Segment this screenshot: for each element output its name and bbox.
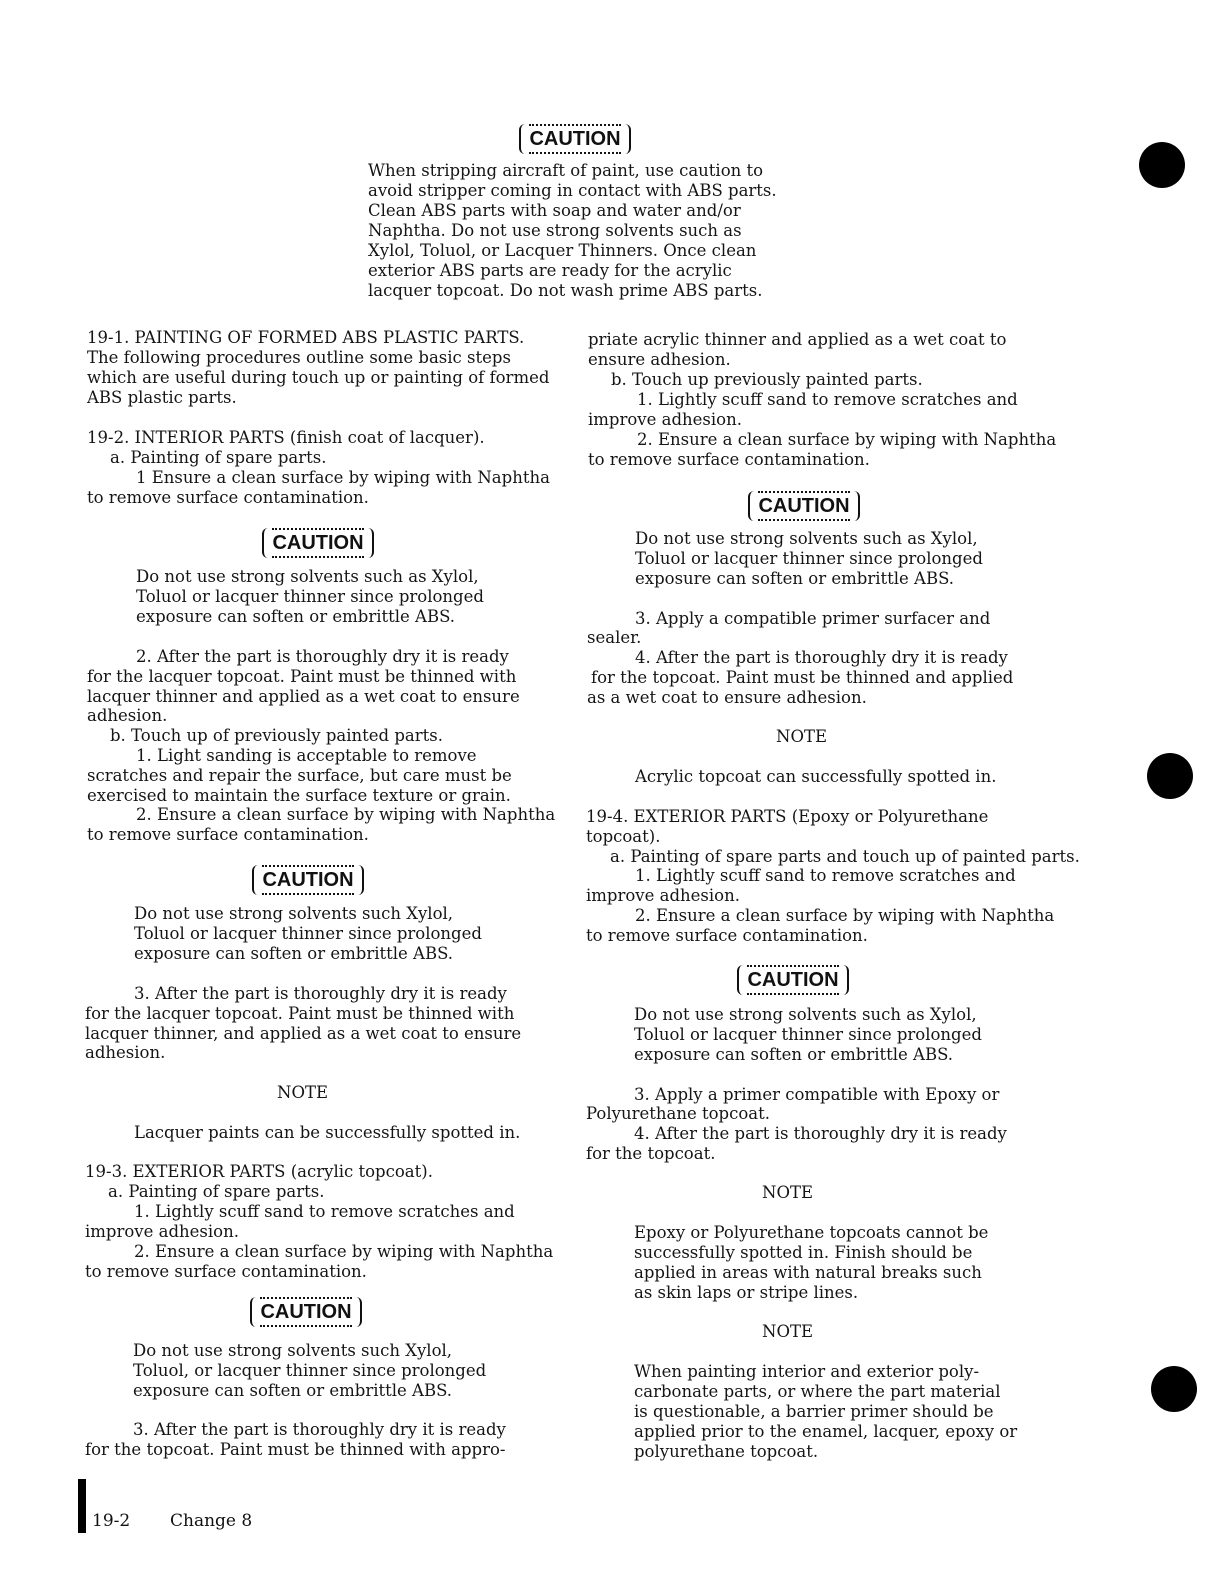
text-line: improve adhesion. (588, 410, 742, 429)
text-line: Polyurethane topcoat. (586, 1104, 770, 1123)
note-title: NOTE (762, 1322, 814, 1341)
change-number: Change 8 (170, 1511, 253, 1531)
text-line: to remove surface contamination. (87, 825, 369, 844)
text-line: ABS plastic parts. (87, 388, 237, 407)
punch-hole-bottom (1151, 1366, 1197, 1412)
text-line: adhesion. (85, 1043, 166, 1062)
text-line: exterior ABS parts are ready for the acrylic (368, 261, 732, 280)
text-line: lacquer topcoat. Do not wash prime ABS parts. (368, 281, 763, 300)
text-line: adhesion. (87, 706, 168, 725)
text-line: avoid stripper coming in contact with ABS parts. (368, 181, 777, 200)
text-line: Do not use strong solvents such as Xylol, (634, 1005, 977, 1024)
text-line: 3. Apply a primer compatible with Epoxy or (634, 1085, 1000, 1104)
note-title: NOTE (762, 1183, 814, 1202)
text-line: to remove surface contamination. (87, 488, 369, 507)
text-line: topcoat). (586, 827, 661, 846)
text-line: 1. Lightly scuff sand to remove scratches and (635, 866, 1016, 885)
text-line: 3. After the part is thoroughly dry it is ready (133, 1420, 506, 1439)
text-line: priate acrylic thinner and applied as a wet coat to (588, 330, 1007, 349)
text-line: Toluol, or lacquer thinner since prolonged (133, 1361, 487, 1380)
caution-label: CAUTION (748, 491, 860, 521)
text-line: 1. Lightly scuff sand to remove scratches and (637, 390, 1018, 409)
text-line: for the lacquer topcoat. Paint must be thinned with (85, 1004, 515, 1023)
caution-label-top: CAUTION (519, 124, 631, 154)
text-line: Do not use strong solvents such Xylol, (133, 1341, 453, 1360)
text-line: Toluol or lacquer thinner since prolonged (136, 587, 484, 606)
caution-label: CAUTION (737, 965, 849, 995)
page-number: 19-2 (92, 1511, 131, 1531)
text-line: lacquer thinner and applied as a wet coat to ensure (87, 687, 520, 706)
text-line: 1. Light sanding is acceptable to remove (136, 746, 477, 765)
note-text: as skin laps or stripe lines. (634, 1283, 859, 1302)
text-line: to remove surface contamination. (85, 1262, 367, 1281)
text-line: a. Painting of spare parts. (110, 448, 327, 467)
text-line: The following procedures outline some basic steps (87, 348, 511, 367)
section-heading-19-4: 19-4. EXTERIOR PARTS (Epoxy or Polyurethane (586, 807, 989, 826)
text-line: for the topcoat. Paint must be thinned and applied (591, 668, 1014, 687)
text-line: a. Painting of spare parts and touch up of painted parts. (610, 847, 1080, 866)
text-line: Xylol, Toluol, or Lacquer Thinners. Once clean (368, 241, 757, 260)
caution-label: CAUTION (250, 1297, 362, 1327)
note-text: successfully spotted in. Finish should be (634, 1243, 973, 1262)
text-line: exercised to maintain the surface texture or grain. (87, 786, 511, 805)
text-line: 2. Ensure a clean surface by wiping with Naphtha (134, 1242, 554, 1261)
note-text: When painting interior and exterior poly- (634, 1362, 980, 1381)
punch-hole-top (1139, 142, 1185, 188)
text-line: sealer. (587, 628, 642, 647)
text-line: 2. After the part is thoroughly dry it is ready (136, 647, 509, 666)
text-line: exposure can soften or embrittle ABS. (635, 569, 955, 588)
text-line: to remove surface contamination. (588, 450, 870, 469)
note-title: NOTE (277, 1083, 329, 1102)
text-line: 2. Ensure a clean surface by wiping with Naphtha (637, 430, 1057, 449)
text-line: Toluol or lacquer thinner since prolonged (134, 924, 482, 943)
text-line: Do not use strong solvents such as Xylol, (136, 567, 479, 586)
note-text: Lacquer paints can be successfully spotted in. (134, 1123, 521, 1142)
text-line: 4. After the part is thoroughly dry it is ready (635, 648, 1008, 667)
text-line: exposure can soften or embrittle ABS. (136, 607, 456, 626)
section-heading-19-3: 19-3. EXTERIOR PARTS (acrylic topcoat). (85, 1162, 433, 1181)
text-line: a. Painting of spare parts. (108, 1182, 325, 1201)
caution-label: CAUTION (262, 528, 374, 558)
text-line: ensure adhesion. (588, 350, 731, 369)
text-line: 2. Ensure a clean surface by wiping with Naphtha (635, 906, 1055, 925)
text-line: Naphtha. Do not use strong solvents such as (368, 221, 742, 240)
text-line: improve adhesion. (85, 1222, 239, 1241)
note-text: Acrylic topcoat can successfully spotted in. (635, 767, 997, 786)
text-line: 3. Apply a compatible primer surfacer and (635, 609, 991, 628)
text-line: exposure can soften or embrittle ABS. (634, 1045, 954, 1064)
text-line: 1. Lightly scuff sand to remove scratches and (134, 1202, 515, 1221)
text-line: which are useful during touch up or painting of formed (87, 368, 550, 387)
text-line: 4. After the part is thoroughly dry it is ready (634, 1124, 1007, 1143)
note-text: is questionable, a barrier primer should be (634, 1402, 994, 1421)
text-line: exposure can soften or embrittle ABS. (134, 944, 454, 963)
text-line: to remove surface contamination. (586, 926, 868, 945)
section-heading-19-1: 19-1. PAINTING OF FORMED ABS PLASTIC PARTS. (87, 328, 525, 347)
text-line: scratches and repair the surface, but care must be (87, 766, 512, 785)
text-line: b. Touch up of previously painted parts. (110, 726, 443, 745)
text-line: b. Touch up previously painted parts. (611, 370, 923, 389)
text-line: 3. After the part is thoroughly dry it is ready (134, 984, 507, 1003)
text-line: for the topcoat. Paint must be thinned with appro- (85, 1440, 506, 1459)
text-line: Do not use strong solvents such Xylol, (134, 904, 454, 923)
text-line: as a wet coat to ensure adhesion. (587, 688, 867, 707)
text-line: for the topcoat. (586, 1144, 716, 1163)
text-line: When stripping aircraft of paint, use caution to (368, 161, 764, 180)
punch-hole-middle (1147, 753, 1193, 799)
text-line: improve adhesion. (586, 886, 740, 905)
caution-label: CAUTION (252, 865, 364, 895)
note-text: polyurethane topcoat. (634, 1442, 819, 1461)
text-line: 1 Ensure a clean surface by wiping with Naphtha (136, 468, 550, 487)
text-line: 2. Ensure a clean surface by wiping with Naphtha (136, 805, 556, 824)
text-line: lacquer thinner, and applied as a wet coat to ensure (85, 1024, 522, 1043)
note-text: applied in areas with natural breaks such (634, 1263, 982, 1282)
text-line: Toluol or lacquer thinner since prolonged (634, 1025, 982, 1044)
note-title: NOTE (776, 727, 828, 746)
text-line: Toluol or lacquer thinner since prolonged (635, 549, 983, 568)
section-heading-19-2: 19-2. INTERIOR PARTS (finish coat of lacquer). (87, 428, 485, 447)
note-text: carbonate parts, or where the part material (634, 1382, 1001, 1401)
note-text: applied prior to the enamel, lacquer, epoxy or (634, 1422, 1018, 1441)
change-bar (78, 1479, 86, 1533)
text-line: exposure can soften or embrittle ABS. (133, 1381, 453, 1400)
text-line: Do not use strong solvents such as Xylol, (635, 529, 978, 548)
text-line: for the lacquer topcoat. Paint must be thinned with (87, 667, 517, 686)
text-line: Clean ABS parts with soap and water and/or (368, 201, 741, 220)
note-text: Epoxy or Polyurethane topcoats cannot be (634, 1223, 989, 1242)
